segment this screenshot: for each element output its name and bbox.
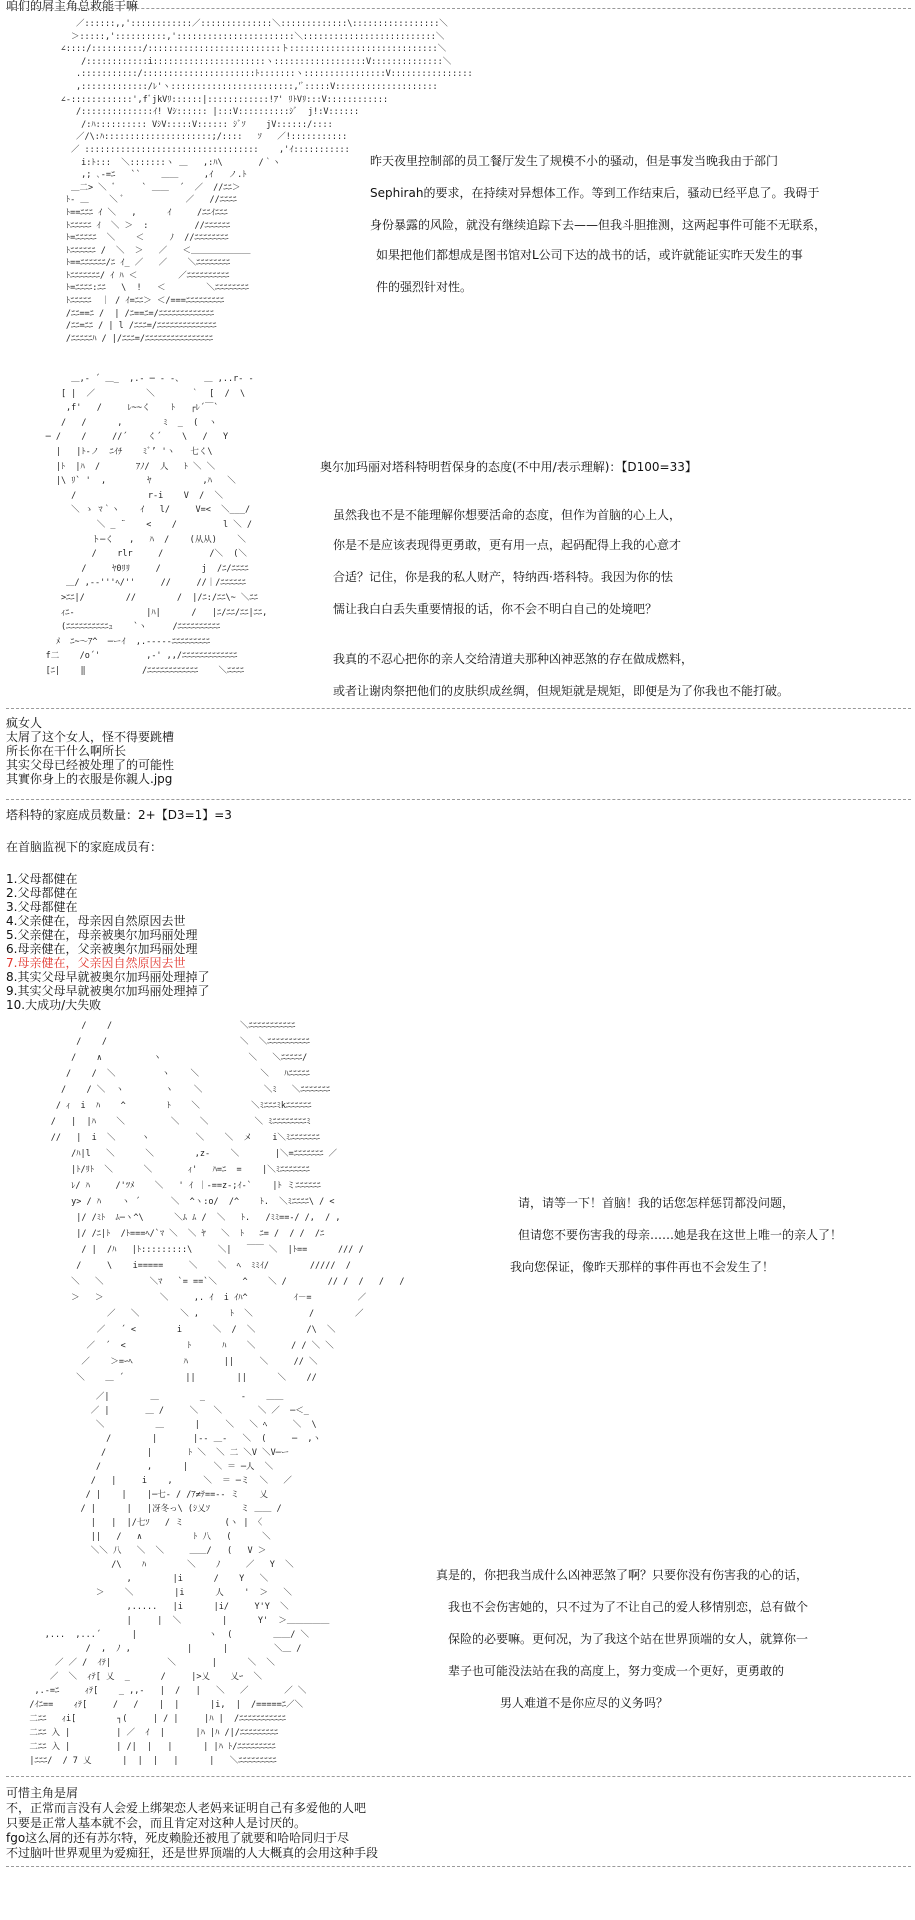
dialogue-line: 虽然我也不是不能理解你想要活命的态度，但作为首脑的心上人， xyxy=(333,508,682,522)
family-roll: 塔科特的家庭成员数量：2+【D3=1】=3 xyxy=(6,808,232,822)
separator xyxy=(6,8,911,9)
comment-line: fgo这么屑的还有苏尔特，死皮赖脸还被甩了就要和哈哈同归于尽 xyxy=(6,1831,350,1845)
dialogue-line: 请，请等一下！首脑！我的话您怎样惩罚都没问题， xyxy=(518,1196,795,1210)
dialogue-line: 合适？记住，你是我的私人财产，特纳西·塔科特。我因为你的怯 xyxy=(333,570,673,584)
ascii-art-panel-1: ／::::::,,'::::::::::::／::::::::::::::＼:::::::::::::\:::::::::::::::::＼ ＞:::::,'::::::::::,':::::::::::::::::::::::＼::::::::::::::::::::::::::＼ ∠::::/::::::::::/::::::::::::::::::::::::::ト:::::::::::::::::::::::::::::＼ /::::::::::::i::::::::::::::::::::::ヽ::::::::::::::::::V::::::::::::::＼ .:::::::::::/::::::::::::::::::::::ﾄ:::::::ヽ::::::::::::::::V:::::::::::::::: ,:::::::::::::/ﾚ'ヽ::::::::::::::::::::::::,'ﾞ:::::V:::::::::::::::::::: ∠-::::::::::::',fﾞjkVﾘ::::::|::::::::::::!ｱ' ﾘﾄVﾘ:::V:::::::::::: /::::::::::::::ｲ! Vｼ:::::: |:::V::::::::::ｼﾞ j!:V:::::: /:ﾊ:::::::::: VｼV:::::V:::::: ｼﾞｿ jV::::::/:::: ／/\:ﾊ:::::::::::::::::::::;/:::: ｿ ／!::::::::::: ／ :::::::::::::::::::::::::::::::::: ,'ｲ::::::::::: i:ﾄ::: ＼:::::::ヽ ＿ ,:ﾊ\ /｀ヽ ,; ､-=ﾆ `` ＿＿ ,ｲ ノ.ﾄ ＿二> ＼ ﾞ ` ＿＿ ´ ／ //ﾆﾆ＞ ﾄ- ＿ ＼ ﾞ ／ //ﾆﾆﾆﾆ ﾄ==ﾆﾆﾆ ｲ ＼ , ｲ /ﾆﾆｲﾆﾆﾆ ﾄﾆﾆﾆﾆﾆ ｲ ＼ ＞ : //ﾆﾆﾆﾆﾆﾆ ﾄ=ﾆﾆﾆﾆﾆ ＼ ＜ ﾉ //ﾆﾆﾆﾆﾆﾆﾆﾆ ﾄﾆﾆﾆﾆﾆﾆ / ＼ ＞ ／ ＜＿＿＿＿＿＿＿ ﾄ==ﾆﾆﾆﾆﾆﾆ/ﾆ ｲ_ ／ ／ ＼ﾆﾆﾆﾆﾆﾆﾆﾆ ﾄﾆﾆﾆﾆﾆﾆﾆ/ ｲ ﾊ ＜ ／ﾆﾆﾆﾆﾆﾆﾆﾆﾆﾆ ﾄ=ﾆﾆﾆﾆ:ﾆﾆ \ ! ＜ ＼ﾆﾆﾆﾆﾆﾆﾆﾆ ﾄﾆﾆﾆﾆﾆ ｜ / ｲ=ﾆﾆ＞ ＜/===ﾆﾆﾆﾆﾆﾆﾆﾆﾆ /ﾆﾆ==ﾆ / | /ﾆ==ﾆ=/ﾆﾆﾆﾆﾆﾆﾆﾆﾆﾆﾆﾆﾆ /ﾆﾆ=ﾆﾆ / | l /ﾆﾆﾆ=/ﾆﾆﾆﾆﾆﾆﾆﾆﾆﾆﾆﾆﾆﾆ /ﾆﾆﾆﾆﾆﾊ / |/ﾆﾆﾆ=/ﾆﾆﾆﾆﾆﾆﾆﾆﾆﾆﾆﾆﾆﾆﾆﾆ xyxy=(60,19,473,344)
family-option: 6.母亲健在，父亲被奥尔加玛丽处理 xyxy=(6,942,198,956)
family-option: 9.其实父母早就被奥尔加玛丽处理掉了 xyxy=(6,984,210,998)
comment-line: 太屑了这个女人，怪不得要跳槽 xyxy=(6,730,175,744)
dialogue-line: 如果把他们都想成是图书馆对L公司下达的战书的话，或许就能证实昨天发生的事 xyxy=(376,248,803,262)
family-intro: 在首脑监视下的家庭成员有： xyxy=(6,840,163,854)
comment-line: 所长你在干什么啊所长 xyxy=(6,744,127,758)
comment-line: 不，正常而言没有人会爱上绑架恋人老妈来证明自己有多爱他的人吧 xyxy=(6,1801,367,1815)
dialogue-line: 我向您保证，像昨天那样的事件再也不会发生了！ xyxy=(510,1260,775,1274)
dialogue-line: 男人难道不是你应尽的义务吗？ xyxy=(500,1696,669,1710)
dialogue-line: Sephirah的要求，在持续对异想体工作。等到工作结束后，骚动已经平息了。我碍于 xyxy=(370,186,820,200)
comment-line: 只要是正常人基本就不会，而且肯定对这种人是讨厌的。 xyxy=(6,1816,307,1830)
family-option: 1.父母都健在 xyxy=(6,872,78,886)
dice-roll-text: 奥尔加玛丽对塔科特明哲保身的态度(不中用/表示理解)：【D100=33】 xyxy=(320,460,697,474)
comment-line: 其实父母已经被处理了的可能性 xyxy=(6,758,175,772)
family-option: 10.大成功/大失败 xyxy=(6,998,102,1012)
separator xyxy=(6,708,911,709)
family-option-selected: 7.母亲健在，父亲因自然原因去世 xyxy=(6,956,186,970)
family-option: 5.父亲健在，母亲被奥尔加玛丽处理 xyxy=(6,928,198,942)
comment-line: 不过脑叶世界观里为爱痴狂，还是世界顶端的人大概真的会用这种手段 xyxy=(6,1846,379,1860)
dialogue-line: 但请您不要伤害我的母亲……她是我在这世上唯一的亲人了！ xyxy=(518,1228,843,1242)
dialogue-line: 身份暴露的风险，就没有继续追踪下去——但我斗胆推测，这两起事件可能不无联系， xyxy=(370,218,827,232)
ascii-art-panel-2: ＿,- ´ ＿_ ,.- ─ ‐ -、 ＿ ,..r‐ ‐ [ | ／ ＼ ｀ [ / \ ,f' / ﾚ~~く ﾄ ┌ﾚ´￣` / / , ﾐ _ ( ヽ ─ / / //´ く´ \ / Y | |ﾄ-ノ ﾆｲﾁ ﾐﾞ’ 'ヽ 七く\ |ﾄ |ﾊ / ｱﾉ/ 人 ﾄ ＼ ＼ |\ ﾘ` ' , ﾔ ,ﾊ ＼ / r‐i V / ＼ ＼ ゝ ﾏ｀ヽ ｲ l/ V=< ＼___/ ＼ _ ¨ < / l ＼ / ト─く , ﾊ / (从从) ＼ / rlr / /＼ (＼ / ﾔ0ﾘﾘ / j /ﾆ/ﾆﾆﾆﾆ ＿/ ,-‐'''ﾍ/'' // //｜/ﾆﾆﾆﾆﾆﾆ >ﾆﾆ|/ // / |/ﾆ:/ﾆﾆ\~ ＼ﾆﾆ ｨﾆ- |ﾊ| / |ﾆ/ﾆﾆ/ﾆﾆ|ﾆﾆ, (ﾆﾆﾆﾆﾆﾆﾆﾆﾆﾆｭ `ヽ /ﾆﾆﾆﾆﾆﾆﾆﾆﾆﾆ ﾒ ﾆ~～ｱ^ ─ーｲ ,.-----ﾆﾆﾆﾆﾆﾆﾆﾆﾆ f二 /o´' ,-' ,,/ﾆﾆﾆﾆﾆﾆﾆﾆﾆﾆﾆﾆﾆ [ﾆ| ‖ /ﾆﾆﾆﾆﾆﾆﾆﾆﾆﾆﾆﾆ ＼ﾆﾆﾆﾆ xyxy=(45,374,268,676)
family-option: 4.父亲健在，母亲因自然原因去世 xyxy=(6,914,186,928)
comment-line: 可惜主角是屑 xyxy=(6,1786,79,1800)
ascii-art-panel-4: ／| ＿ _ - ＿＿ ／ | ＿ / ＼ ＼ ＼ ／ ─＜_ ＼ ＿ | ＼ ＼ ﾍ ＼ \ / | |‐- ＿- ＼ ( ─ ,ヽ / | ﾄ ＼ ＼ 二 ＼V ＼V─ー / , | ＼ ＝ ─人 ＼ / | i , ＼ ＝ ─ミ ＼ ／ / | | |─七‐ / /ｱ≠ﾃ==-- ミ 乂 / | | |冴冬っ\ (ｼ乂ｿ ミ ＿＿ / | | |/七ｿ / ミ (ヽ | 〈 || / ∧ ﾄ 八 ( ＼ ＼＼ 八 ＼ ＼ ＿＿/ ( V ＞ /\ ﾊ ＼ ﾉ ／ Y ＼ , |i / Y ＼ ＞ ＼ |i 人 ' ＞ ＼ ,..... |i |i/ Y'Y ＼ | | ＼ | Y' ＞＿＿＿＿＿ ,... ,...´ | ヽ ( ＿＿/ ＼ / , ﾉ , | | ＼＿ / ／ ／ / ｲﾃ| ＼ | ＼ ＼ ／ ＼ ｨﾃ[ 乂 _ / |>乂 乂ｰ ＼ ,.-=ﾆ ｨﾃ[ _ ,,- | / | ＼ ／ ／ ＼ /ｲﾆ== ｨﾃ[ / / | | |i, | /=====ﾆ／＼ 二ﾆﾆ ｨi[ ┐( | / | |ﾊ | /ﾆﾆﾆﾆﾆﾆﾆﾆﾆﾆﾆ 二ﾆﾆ 入 | | ／ ｲ | |ﾊ |ﾊ /|/ﾆﾆﾆﾆﾆﾆﾆﾆﾆ 二ﾆﾆ 入 | | /| | | | |ﾊ ﾄ/ﾆﾆﾆﾆﾆﾆﾆﾆﾆ |ﾆﾆﾆ/ / 7 乂 | | | | | ＼ﾆﾆﾆﾆﾆﾆﾆﾆﾆ xyxy=(29,1392,330,1766)
dialogue-line: 件的强烈针对性。 xyxy=(376,280,473,294)
dialogue-line: 我也不会伤害她的，只不过为了不让自己的爱人移情别恋，总有做个 xyxy=(448,1600,809,1614)
ascii-art-panel-3: / / ＼ﾆﾆﾆﾆﾆﾆﾆﾆﾆﾆﾆ / / ＼ ＼ﾆﾆﾆﾆﾆﾆﾆﾆﾆﾆ / ∧ ヽ ＼ ＼ﾆﾆﾆﾆﾆ/ / / ＼ ヽ ＼ ＼ ﾊﾆﾆﾆﾆﾆ / / ＼ ヽ ヽ ＼ ＼ﾐ ＼ﾆﾆﾆﾆﾆﾆﾆ / ｨ i ﾊ ^ ﾄ ＼ ＼ﾐﾆﾆﾆﾐkﾆﾆﾆﾆﾆﾆ / | |ﾊ ＼ ＼ ＼ ＼ ﾐﾆﾆﾆﾆﾆﾆﾆﾆﾐ // | i ＼ ヽ ＼ ＼ メ i＼ﾐﾆﾆﾆﾆﾆﾆﾆ /ﾊ|l ＼ ＼ ,z- ＼ |＼=ﾆﾆﾆﾆﾆﾆﾆ ／ |ﾄ/ﾘﾄ ＼ ＼ ｨ' ﾊ=ﾆ = |＼ﾐﾆﾆﾆﾆﾆﾆﾆ ﾚ/ ﾊ /'ﾂﾒ ＼ ' ｲ ｜-==z-;ｲ-` |ﾄ ミﾆﾆﾆﾆﾆﾆ y> / ﾊ ヽ ´ ＼ ^ヽ:o/ /^ ﾄ. ＼ﾐﾆﾆﾆﾆ\ / < |/ /ﾐﾄ ﾑ─ヽ^\ ＼ﾑ ﾑ / ＼ ﾄ. /ﾐﾐ==‐/ /, / , |/ /ﾆ|ﾄ /ﾄ===ﾍ/`ﾏ ＼ ＼ ﾔ ＼ ﾄ ﾆ= / / / /ﾆ / | /ﾊ |ﾄ:::::::::\ ＼| ￣￣ ＼ |ﾄ== /// / / \ i===== ＼ ＼ ﾍ ﾐﾐｲ/ ///// / ＼ ＼ ＼ﾏ `= ==`＼ ^ ＼ / // / / / / ＞ ＞ ＼ ,. ｲ i ｲﾊ^ ｲ－= ／ ／ ＼ ＼ , ﾄ ＼ / ／ ／ ´ < i ＼ / ＼ /\ ＼ ／ ´ < ﾄ ﾊ ＼ / / ＼ ＼ ／ ＞=ｰﾍ ﾊ || ＼ // ＼ ＼ ＿ ´ || || ＼ // xyxy=(50,1021,405,1383)
family-option: 3.父母都健在 xyxy=(6,900,78,914)
separator xyxy=(6,1776,911,1777)
dialogue-line: 昨天夜里控制部的员工餐厅发生了规模不小的骚动，但是事发当晚我由于部门 xyxy=(370,154,779,168)
separator xyxy=(6,799,911,800)
dialogue-line: 或者让谢肉祭把他们的皮肤织成丝绸，但规矩就是规矩，即便是为了你我也不能打破。 xyxy=(333,684,790,698)
dialogue-line: 懦让我白白丢失重要情报的话，你不会不明白自己的处境吧？ xyxy=(333,602,658,616)
family-option: 2.父母都健在 xyxy=(6,886,78,900)
dialogue-line: 你是不是应该表现得更勇敢，更有用一点，起码配得上我的心意才 xyxy=(333,538,682,552)
comment-line: 其實你身上的衣服是你親人.jpg xyxy=(6,772,173,786)
dialogue-line: 辈子也可能没法站在我的高度上，努力变成一个更好，更勇敢的 xyxy=(448,1664,785,1678)
dialogue-line: 我真的不忍心把你的亲人交给清道夫那种凶神恶煞的存在做成燃料， xyxy=(333,652,694,666)
comment-line: 疯女人 xyxy=(6,716,43,730)
dialogue-line: 真是的，你把我当成什么凶神恶煞了啊？只要你没有伤害我的心的话， xyxy=(436,1568,809,1582)
separator xyxy=(6,1866,911,1867)
family-option: 8.其实父母早就被奥尔加玛丽处理掉了 xyxy=(6,970,210,984)
dialogue-line: 保险的必要嘛。更何况，为了我这个站在世界顶端的女人，就算你一 xyxy=(448,1632,809,1646)
header-cut-title: 咱们的屑主角总救能干嘛 xyxy=(6,0,139,13)
